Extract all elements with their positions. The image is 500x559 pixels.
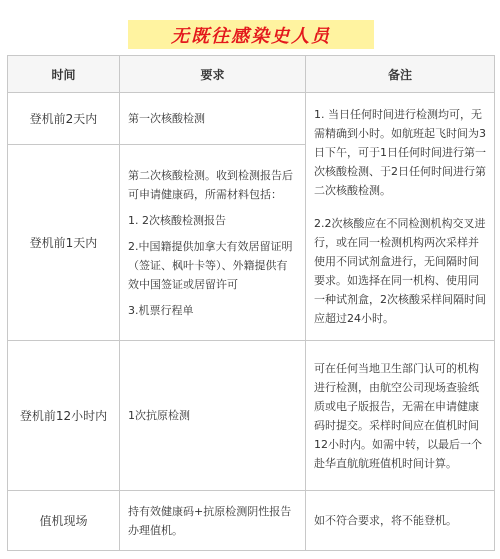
requirement-text: 第一次核酸检测 — [128, 112, 205, 125]
note-text: 可在任何当地卫生部门认可的机构进行检测，由航空公司现场查验纸质或电子版报告，无需在申请健康码时提交。采样时间应在值机时间12小时内。如需中转，以最后一个赴华直航航班值机时间计算。 — [314, 361, 482, 470]
note-cell — [306, 93, 495, 341]
table-row — [8, 341, 495, 491]
note-text: 1. 当日任何时间进行检测均可，无需精确到小时。如航班起飞时间为3日下午，可于1日任何时间进行第一次核酸检测、于2日任何时间进行第二次核酸检测。 — [314, 108, 486, 197]
requirement-cell — [120, 145, 306, 341]
requirement-text: 1. 2次核酸检测报告 — [128, 213, 226, 227]
time-cell: 登机前12小时内 — [8, 341, 120, 491]
note-cell — [306, 341, 495, 491]
header-note: 备注 — [306, 56, 495, 93]
requirement-cell — [120, 491, 306, 551]
page-title: 无既往感染史人员 — [171, 25, 331, 47]
table-row — [8, 491, 495, 551]
requirement-cell — [120, 341, 306, 491]
time-cell: 登机前2天内 — [8, 93, 120, 145]
header-requirement: 要求 — [120, 56, 306, 93]
title-banner — [128, 20, 374, 49]
note-cell — [306, 491, 495, 551]
requirements-table — [7, 55, 495, 551]
requirement-text: 1次抗原检测 — [128, 409, 190, 422]
requirement-text: 持有效健康码+抗原检测阴性报告办理值机。 — [128, 504, 292, 537]
note-text: 如不符合要求，将不能登机。 — [314, 514, 457, 527]
requirement-cell — [120, 93, 306, 145]
requirement-text: 2.中国籍提供加拿大有效居留证明（签证、枫叶卡等）、外籍提供有效中国签证或居留许可 — [128, 239, 293, 291]
header-time: 时间 — [8, 56, 120, 93]
table-header-row — [8, 56, 495, 93]
time-cell: 值机现场 — [8, 491, 120, 551]
note-text: 2.2次核酸应在不同检测机构交叉进行，或在同一检测机构两次采样并使用不同试剂盒进行，无间隔时间要求。如选择在同一机构、使用同一种试剂盒，2次核酸采样间隔时间应超过24小时。 — [314, 217, 486, 325]
time-cell: 登机前1天内 — [8, 145, 120, 341]
table-row — [8, 93, 495, 145]
requirement-text: 3.机票行程单 — [128, 303, 194, 317]
requirement-text: 第二次核酸检测。收到检测报告后可申请健康码，所需材料包括： — [128, 168, 293, 201]
